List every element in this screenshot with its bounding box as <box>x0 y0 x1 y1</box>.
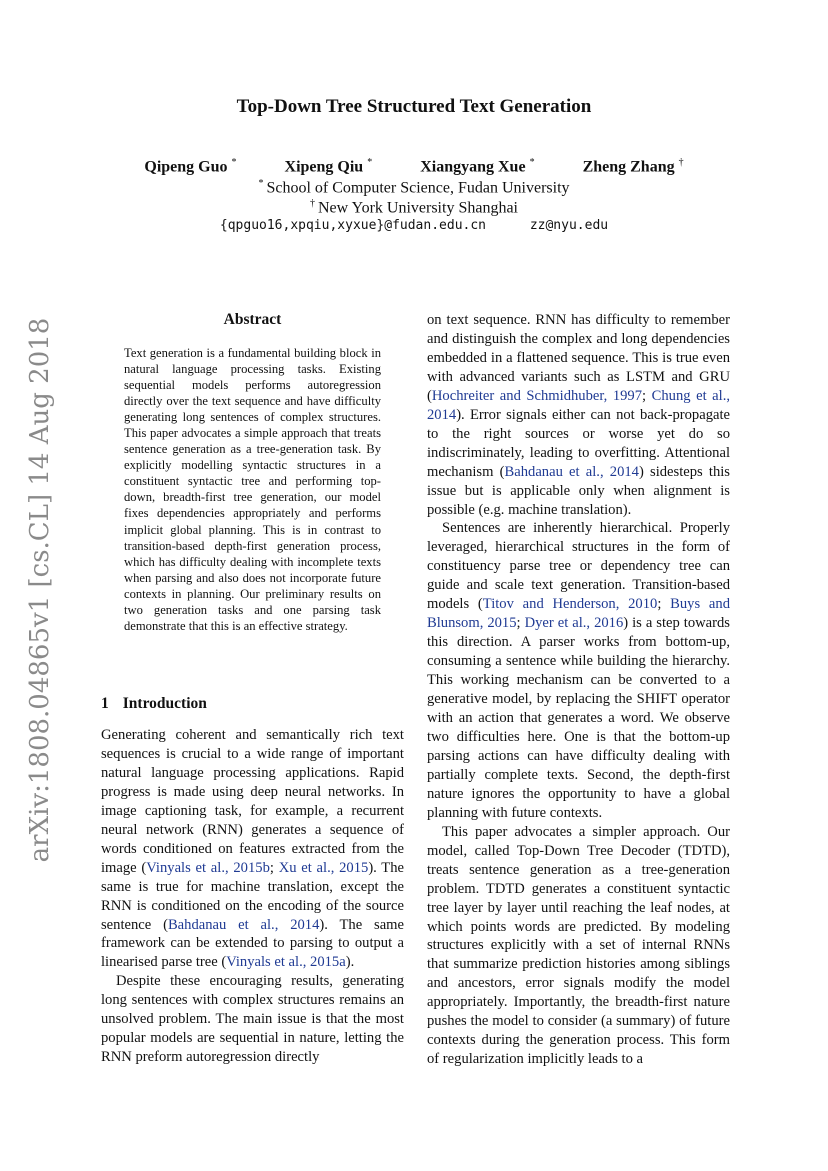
text-run: ; <box>642 387 652 404</box>
affiliation-mark: * <box>258 178 264 189</box>
text-run: ) is a step towards this direction. A parser works from bottom-up, consuming a sentence while building the hierarchy. This working mechanism can be converted to a generative model, by replacing the SHIFT operator with an action that generates a word. We observe two difficulties here. One is that the bottom-up parsing actions can have difficulty dealing with partially complete texts. Second, the depth-first nature ignores the opportunity to have a global planning with future contexts. <box>427 615 730 821</box>
text-run: ; <box>657 596 671 613</box>
section-title: Introduction <box>122 695 207 712</box>
intro-paragraph-4: This paper advocates a simpler approach. Our model, called Top-Down Tree Decoder (TDTD), treats sentence generation as a tree-generation problem. TDTD generates a constituent syntactic tree layer by layer until reaching the leaf nodes, at which points words are predicted. By modeling structures explicitly with a set of internal RNNs that summarize prediction histories among siblings and ancestors, error signals modify the model appropriately. Importantly, the breadth-first nature pushes the model to consider (a summary) of future contexts during the generation process. This form of regularization implicitly leads to a <box>427 823 730 1068</box>
abstract-heading: Abstract <box>223 311 282 328</box>
citation-link[interactable]: Vinyals et al., 2015a <box>226 954 346 971</box>
author-mark: * <box>231 157 237 168</box>
author-2 <box>285 157 373 176</box>
text-run: ; <box>269 859 279 876</box>
author-name: Qipeng Guo <box>144 158 228 176</box>
arxiv-stamp-wrap <box>18 310 58 870</box>
text-run: ). <box>345 954 355 971</box>
email-nyu: zz@nyu.edu <box>529 218 609 233</box>
author-name: Xipeng Qiu <box>284 158 364 176</box>
author-3 <box>420 157 534 176</box>
paper-title: Top-Down Tree Structured Text Generation <box>236 96 592 117</box>
text-run: Despite these encouraging results, generating long sentences with complex structures remains an unsolved problem. The main issue is that the most popular models are sequential in nature, letting the RNN preform autoregression directly <box>101 973 404 1066</box>
intro-paragraph-2-cont <box>427 311 730 519</box>
author-name: Xiangyang Xue <box>420 158 526 176</box>
abstract-body: Text generation is a fundamental building block in natural language processing tasks. Existing sequential models performs autoregression directly over the text sequence and have difficulty generating long sentences of complex structures. This paper advocates a simple approach that treats sentence generation as a tree-generation task. By explicitly modelling syntactic structures in a constituent syntactic tree and performing top-down, breadth-first tree generation, our model fixes dependencies appropriately and performs implicit global planning. This is in contrast to transition-based depth-first generation process, which has difficulty dealing with incomplete texts when parsing and also does not incorporate future contexts in planning. Our preliminary results on two generation tasks and one parsing task demonstrate that this is an effective strategy. <box>124 346 381 633</box>
author-list <box>0 157 828 176</box>
author-mark: * <box>529 157 535 168</box>
citation-link[interactable]: Bahdanau et al., 2014 <box>167 916 320 933</box>
author-4 <box>583 157 684 176</box>
intro-paragraph-1 <box>101 726 404 972</box>
text-run: Generating coherent and semantically rich text sequences is crucial to a wide range of important natural language processing applications. Rapid progress is made using deep neural networks. In image captioning task, for example, a recurrent neural network (RNN) generates a sequence of words conditioned on features extracted from the image ( <box>101 727 404 876</box>
right-column <box>427 311 730 1069</box>
text-run: ). The same framework can be extended to parsing to output a linearised parse tree ( <box>101 916 404 971</box>
text-run: ) sidesteps this issue but is applicable only when alignment is possible (e.g. machine translation). <box>427 463 730 518</box>
left-column <box>101 726 404 1067</box>
text-run: ; <box>516 615 525 632</box>
author-mark: * <box>367 157 373 168</box>
text-run: Sentences are inherently hierarchical. Properly leveraged, hierarchical structures in the form of constituency parse tree or dependency tree can guide and scale text generation. Transition-based models ( <box>427 520 730 613</box>
section-number: 1 <box>101 695 109 712</box>
affiliation-text: School of Computer Science, Fudan University <box>266 179 570 197</box>
citation-link[interactable]: Hochreiter and Schmidhuber, 1997 <box>431 387 643 404</box>
intro-paragraph-3 <box>427 519 730 822</box>
intro-paragraph-2-start <box>101 972 404 1067</box>
citation-link[interactable]: Bahdanau et al., 2014 <box>504 463 639 480</box>
affiliation-text: New York University Shanghai <box>318 199 518 217</box>
author-name: Zheng Zhang <box>582 158 675 176</box>
section-heading-introduction <box>101 695 207 713</box>
arxiv-identifier: arXiv:1808.04865v1 [cs.CL] 14 Aug 2018 <box>25 317 55 863</box>
email-fudan: {qpguo16,xpqiu,xyxue}@fudan.edu.cn <box>219 218 486 233</box>
text-run: ). The same is true for machine translation, except the RNN is conditioned on the encoding of the source sentence ( <box>101 859 404 933</box>
author-1 <box>144 157 236 176</box>
author-mark: † <box>678 157 684 168</box>
text-run: on text sequence. RNN has difficulty to remember and distinguish the complex and long dependencies embedded in a flattened sequence. This is true even with advanced variants such as LSTM and GRU ( <box>427 312 730 404</box>
affiliation-1 <box>0 178 828 197</box>
citation-link[interactable]: Dyer et al., 2016 <box>524 615 624 632</box>
affiliation-mark: † <box>310 198 315 209</box>
citation-link[interactable]: Titov and Henderson, 2010 <box>482 596 658 613</box>
citation-link[interactable]: Xu et al., 2015 <box>278 859 369 876</box>
text-run: ). Error signals either can not back-propagate to the right sources or worse yet do so indiscriminately, leading to overfitting. Attentional mechanism ( <box>427 406 730 480</box>
affiliation-2 <box>0 198 828 217</box>
citation-link[interactable]: Chung et al., 2014 <box>427 387 730 423</box>
citation-link[interactable]: Buys and Blunsom, 2015 <box>427 596 730 632</box>
citation-link[interactable]: Vinyals et al., 2015b <box>146 859 270 876</box>
email-list <box>0 218 828 233</box>
